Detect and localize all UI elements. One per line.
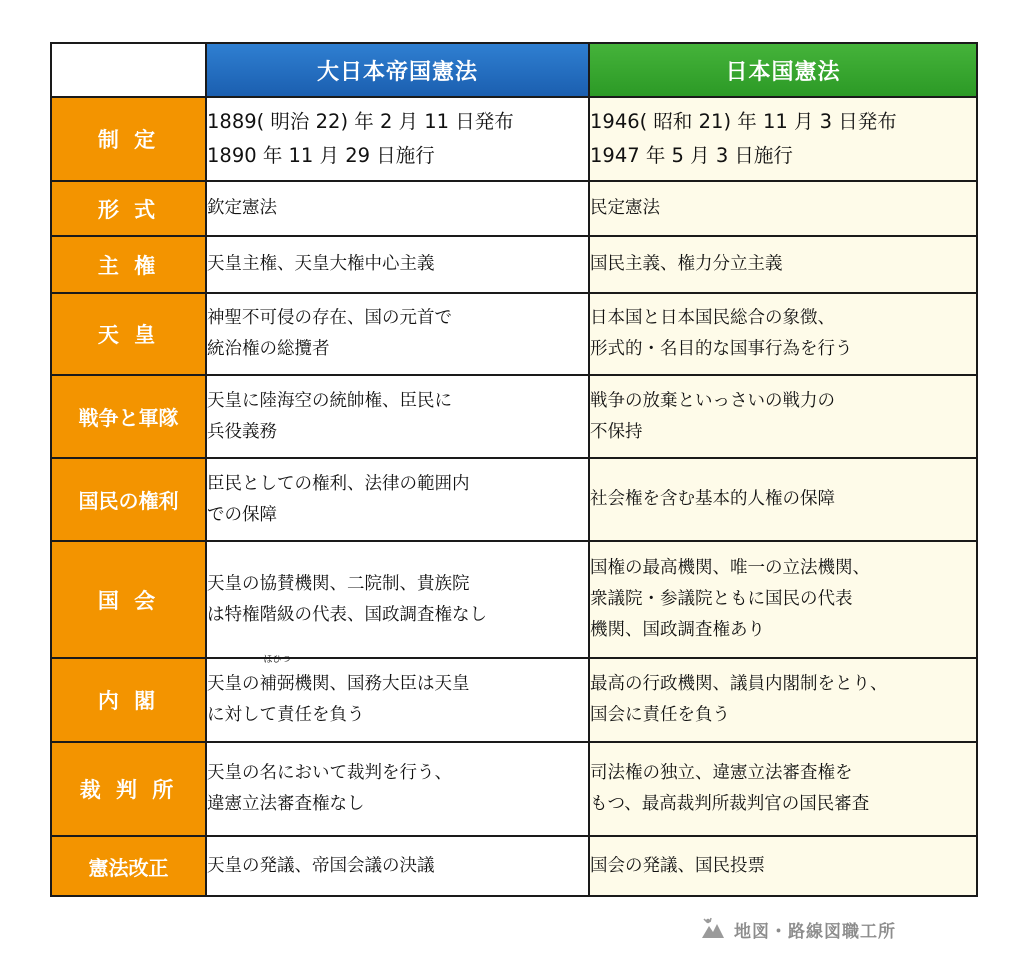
ruby-base: 補弼 (259, 674, 295, 694)
ruby-annotated-word (259, 655, 295, 700)
row-amendment (51, 836, 977, 896)
old-cell (206, 97, 589, 181)
constitution-comparison-table (50, 42, 978, 897)
row-label: 国 会 (51, 541, 206, 658)
row-label: 内 閣 (51, 658, 206, 742)
row-label: 憲法改正 (51, 836, 206, 896)
cell-line: での保障 (207, 504, 277, 525)
header-new-constitution: 日本国憲法 (589, 43, 977, 97)
cell-line (207, 655, 588, 700)
cell-line: 天皇に陸海空の統帥権、臣民に (207, 390, 452, 411)
row-label: 主 権 (51, 236, 206, 293)
row-label: 裁 判 所 (51, 742, 206, 836)
cell-line: 違憲立法審査権なし (207, 794, 365, 814)
cell-line: 1946( 昭和 21) 年 11 月 3 日発布 (590, 110, 897, 133)
old-cell (206, 236, 589, 293)
old-cell (206, 458, 589, 541)
row-courts (51, 742, 977, 836)
cell-line: 衆議院・参議院ともに国民の代表 (590, 589, 853, 609)
cell-line: 天皇主権、天皇大権中心主義 (207, 254, 435, 274)
cell-line: 戦争の放棄といっさいの戦力の (590, 390, 835, 411)
cell-line: 国権の最高機関、唯一の立法機関、 (590, 558, 870, 578)
cell-line: 国民主義、権力分立主義 (590, 254, 783, 274)
new-cell (589, 541, 977, 658)
header-blank-cell (51, 43, 206, 97)
mountain-logo-icon (700, 916, 726, 942)
header-row (51, 43, 977, 97)
old-cell (206, 742, 589, 836)
cell-line: 日本国と日本国民総合の象徴、 (590, 308, 835, 328)
new-cell (589, 375, 977, 458)
row-label: 国民の権利 (51, 458, 206, 541)
cell-line: 統治権の総攬者 (207, 339, 330, 359)
new-cell (589, 181, 977, 236)
old-cell (206, 541, 589, 658)
cell-line: 天皇の発議、帝国会議の決議 (207, 855, 435, 876)
cell-line: 国会に責任を負う (590, 705, 730, 725)
row-label: 形 式 (51, 181, 206, 236)
cell-text: 天皇の (207, 674, 260, 694)
cell-line: 機関、国政調査権あり (590, 620, 765, 640)
cell-line: もつ、最高裁判所裁判官の国民審査 (590, 794, 870, 814)
row-diet (51, 541, 977, 658)
cell-line: に対して責任を負う (207, 705, 365, 725)
new-cell (589, 458, 977, 541)
cell-line: 民定憲法 (590, 198, 660, 218)
cell-line: 臣民としての権利、法律の範囲内 (207, 473, 470, 494)
row-sovereignty (51, 236, 977, 293)
new-cell (589, 742, 977, 836)
row-label: 戦争と軍隊 (51, 375, 206, 458)
new-cell (589, 658, 977, 742)
row-citizen-rights (51, 458, 977, 541)
new-cell (589, 293, 977, 375)
new-cell (589, 836, 977, 896)
row-enactment (51, 97, 977, 181)
furigana: ほひつ (263, 655, 291, 665)
credit-watermark (700, 916, 896, 942)
old-cell (206, 293, 589, 375)
header-old-constitution: 大日本帝国憲法 (206, 43, 589, 97)
cell-line: 司法権の独立、違憲立法審査権を (590, 763, 853, 783)
cell-line: 兵役義務 (207, 421, 277, 442)
cell-line: 不保持 (590, 421, 643, 442)
credit-text: 地図・路線図職工所 (734, 921, 896, 942)
cell-line: 1890 年 11 月 29 日施行 (207, 144, 435, 167)
cell-line: 1889( 明治 22) 年 2 月 11 日発布 (207, 110, 514, 133)
new-cell (589, 236, 977, 293)
row-label: 天 皇 (51, 293, 206, 375)
old-cell (206, 836, 589, 896)
cell-line: 天皇の協賛機関、二院制、貴族院 (207, 573, 470, 594)
row-cabinet (51, 658, 977, 742)
row-emperor (51, 293, 977, 375)
row-war-and-military (51, 375, 977, 458)
old-cell (206, 375, 589, 458)
old-cell (206, 655, 589, 742)
row-label: 制 定 (51, 97, 206, 181)
cell-text: 機関、国務大臣は天皇 (294, 674, 470, 694)
cell-line: 社会権を含む基本的人権の保障 (590, 489, 835, 509)
cell-line: 天皇の名において裁判を行う、 (207, 763, 452, 783)
row-form (51, 181, 977, 236)
old-cell (206, 181, 589, 236)
cell-line: は特権階級の代表、国政調査権なし (207, 604, 487, 625)
cell-line: 形式的・名目的な国事行為を行う (590, 339, 853, 359)
cell-line: 国会の発議、国民投票 (590, 855, 765, 876)
cell-line: 神聖不可侵の存在、国の元首で (207, 308, 452, 328)
cell-line: 最高の行政機関、議員内閣制をとり、 (590, 674, 888, 694)
new-cell (589, 97, 977, 181)
cell-line: 1947 年 5 月 3 日施行 (590, 144, 793, 167)
cell-line: 欽定憲法 (207, 198, 277, 218)
